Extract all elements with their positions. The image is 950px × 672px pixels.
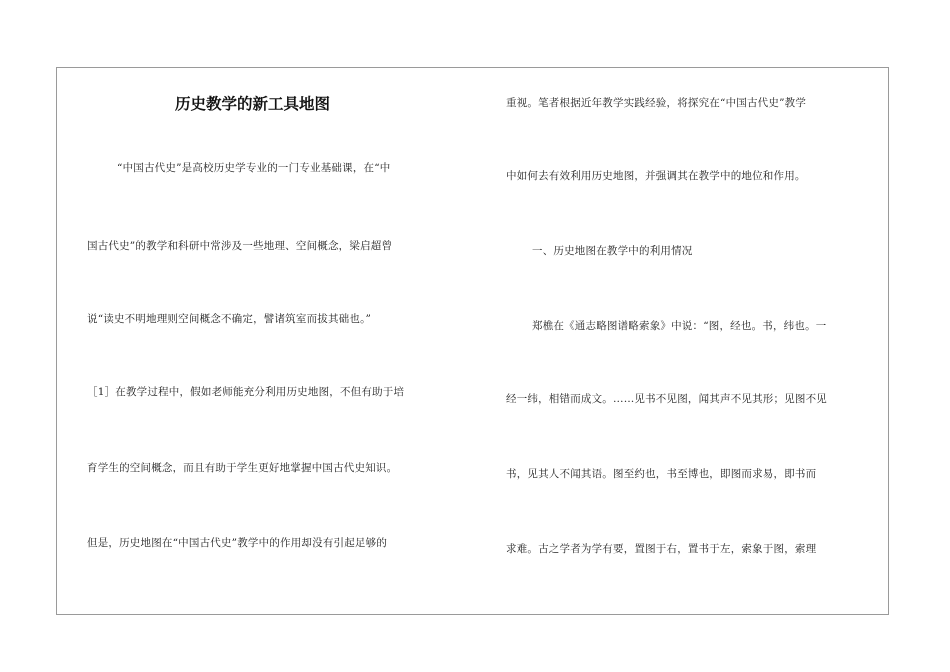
- section-heading: 一、历史地图在教学中的利用情况: [532, 245, 693, 257]
- paragraph-line: 求难。古之学者为学有要，置图于右，置书于左，索象于图，索理: [506, 543, 817, 555]
- paragraph-line: 国古代史”的教学和科研中常涉及一些地理、空间概念，梁启超曾: [87, 240, 393, 252]
- paragraph-line: 中如何去有效利用历史地图，并强调其在教学中的地位和作用。: [506, 170, 806, 182]
- paragraph-line: 郑樵在《通志略图谱略索象》中说：“图，经也。书，纬也。一: [532, 320, 827, 332]
- paragraph-line: ［1］在教学过程中，假如老师能充分利用历史地图，不但有助于培: [87, 386, 405, 398]
- paragraph-line: 重视。笔者根据近年教学实践经验，将探究在“中国古代史”教学: [506, 97, 807, 109]
- paragraph-line: 育学生的空间概念，而且有助于学生更好地掌握中国古代史知识。: [87, 462, 398, 474]
- paragraph-line: 书，见其人不闻其语。图至约也，书至博也，即图而求易，即书而: [506, 468, 817, 480]
- document-page: [56, 67, 889, 615]
- paragraph-line: 说“读史不明地理则空间概念不确定，譬诸筑室而拔其础也。”: [87, 313, 372, 325]
- paragraph-line: 经一纬，相错而成文。……见书不见图，闻其声不见其形；见图不见: [506, 393, 827, 405]
- document-title: 历史教学的新工具地图: [175, 94, 331, 113]
- paragraph-line: 但是，历史地图在“中国古代史”教学中的作用却没有引起足够的: [87, 537, 388, 549]
- paragraph-line: “中国古代史”是高校历史学专业的一门专业基础课，在“中: [117, 162, 391, 174]
